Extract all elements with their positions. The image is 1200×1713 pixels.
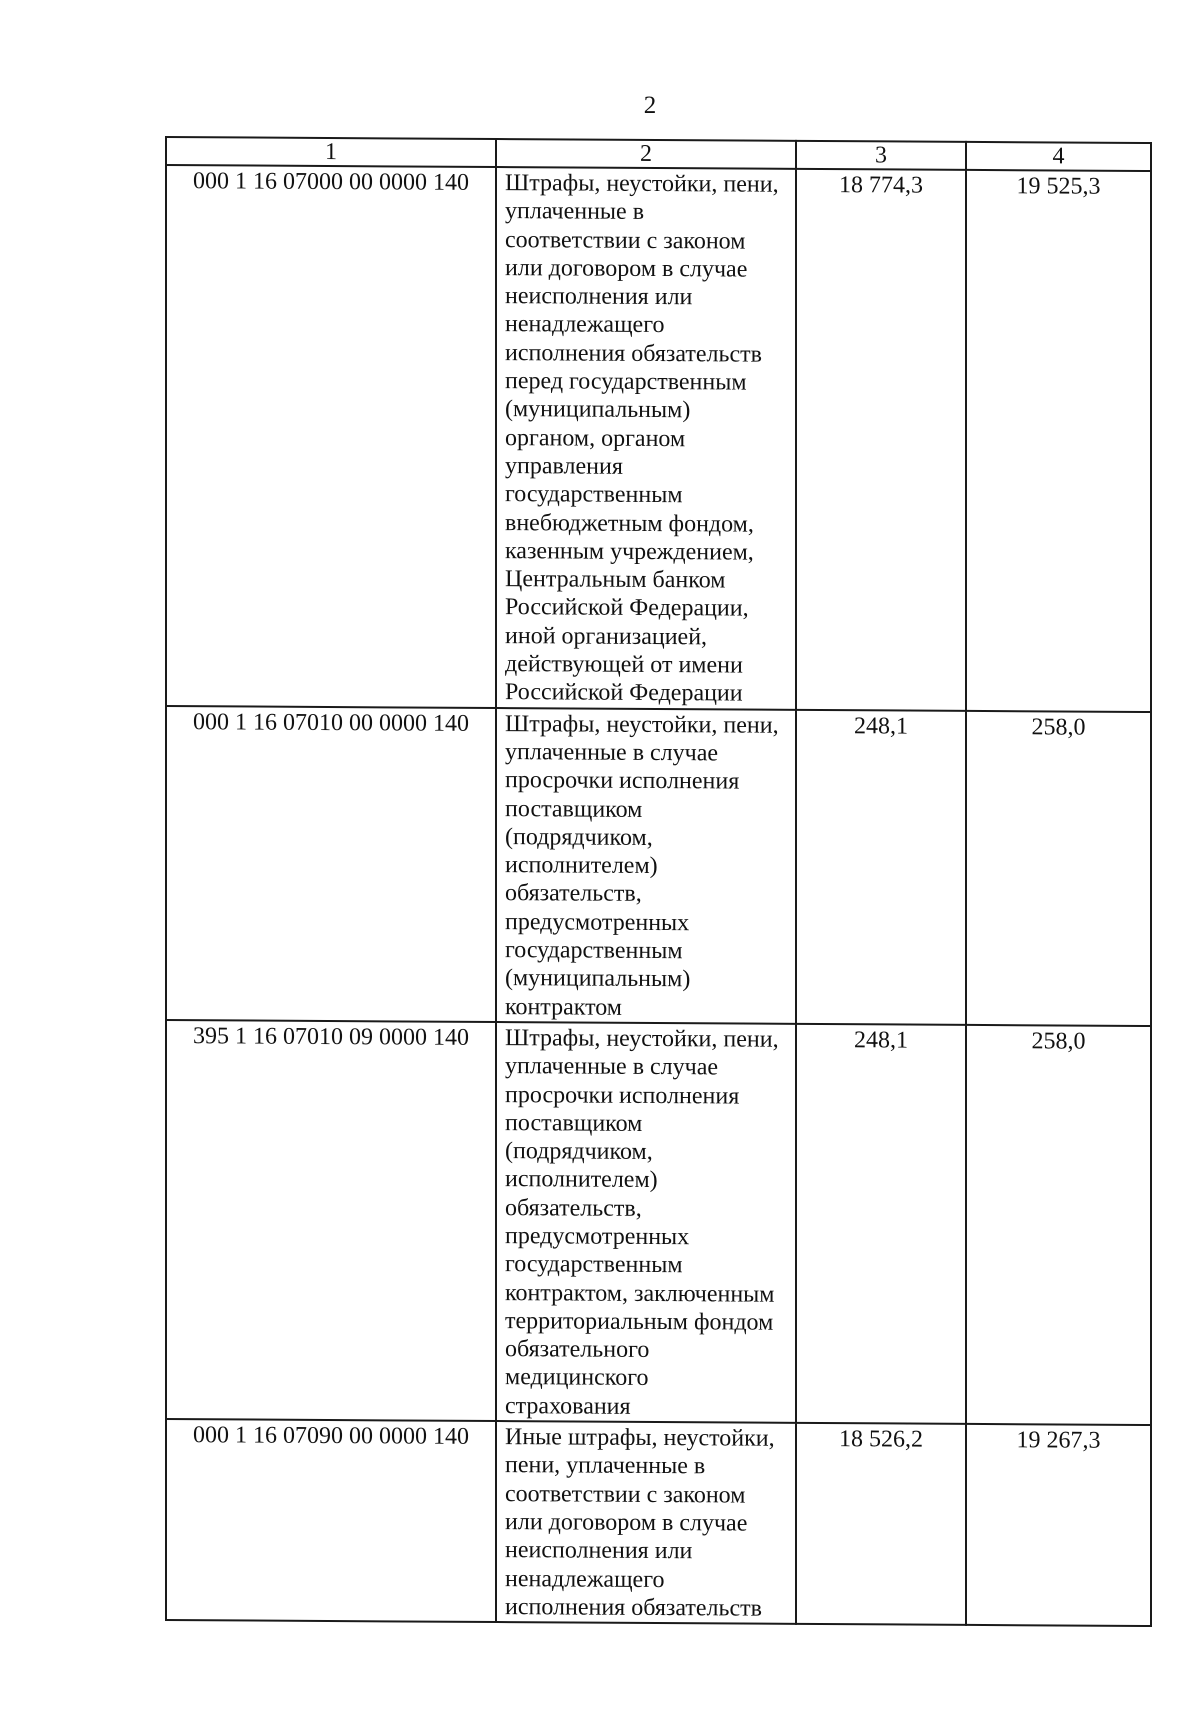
amount-col3: 248,1 <box>796 1024 966 1424</box>
table-row <box>166 1020 1151 1425</box>
column-header: 3 <box>796 141 966 170</box>
table-row <box>166 1419 1151 1626</box>
table-row <box>166 706 1151 1026</box>
budget-code: 000 1 16 07010 00 0000 140 <box>166 706 496 1022</box>
description: Иные штрафы, неустойки, пени, уплаченные в соответствии с законом или договором в случае неисполнения или ненадлежащего исполнения обязательств <box>496 1421 796 1624</box>
budget-code: 000 1 16 07000 00 0000 140 <box>166 165 496 708</box>
column-header: 1 <box>166 137 496 167</box>
amount-col4: 19 525,3 <box>966 170 1151 712</box>
description: Штрафы, неустойки, пени, уплаченные в случае просрочки исполнения поставщиком (подрядчиком, исполнителем) обязательств, предусмотренных государственным (муниципальным) контрактом <box>496 708 796 1024</box>
table-row <box>166 165 1151 712</box>
amount-col3: 248,1 <box>796 709 966 1024</box>
column-header: 4 <box>966 142 1151 171</box>
column-header: 2 <box>496 139 796 169</box>
description: Штрафы, неустойки, пени, уплаченные в соответствии с законом или договором в случае неисполнения или ненадлежащего исполнения обязательств перед государственным (муниципальным) органом, органом управления государственным внебюджетным фондом, казенным учреждением, Центральным банком Российской Федерации, иной организацией, действующей от имени Российской Федерации <box>496 167 796 709</box>
amount-col4: 258,0 <box>966 1025 1151 1425</box>
amount-col4: 19 267,3 <box>966 1424 1151 1626</box>
budget-table-container <box>165 136 1150 1627</box>
amount-col3: 18 774,3 <box>796 169 966 711</box>
budget-code: 000 1 16 07090 00 0000 140 <box>166 1419 496 1622</box>
amount-col3: 18 526,2 <box>796 1423 966 1625</box>
description: Штрафы, неустойки, пени, уплаченные в случае просрочки исполнения поставщиком (подрядчиком, исполнителем) обязательств, предусмотренных государственным контрактом, заключенным территориальным фондом обязательного медицинского страхования <box>496 1022 796 1423</box>
amount-col4: 258,0 <box>966 711 1151 1026</box>
budget-table <box>165 136 1152 1627</box>
page-number: 2 <box>643 92 657 119</box>
budget-code: 395 1 16 07010 09 0000 140 <box>166 1020 496 1421</box>
